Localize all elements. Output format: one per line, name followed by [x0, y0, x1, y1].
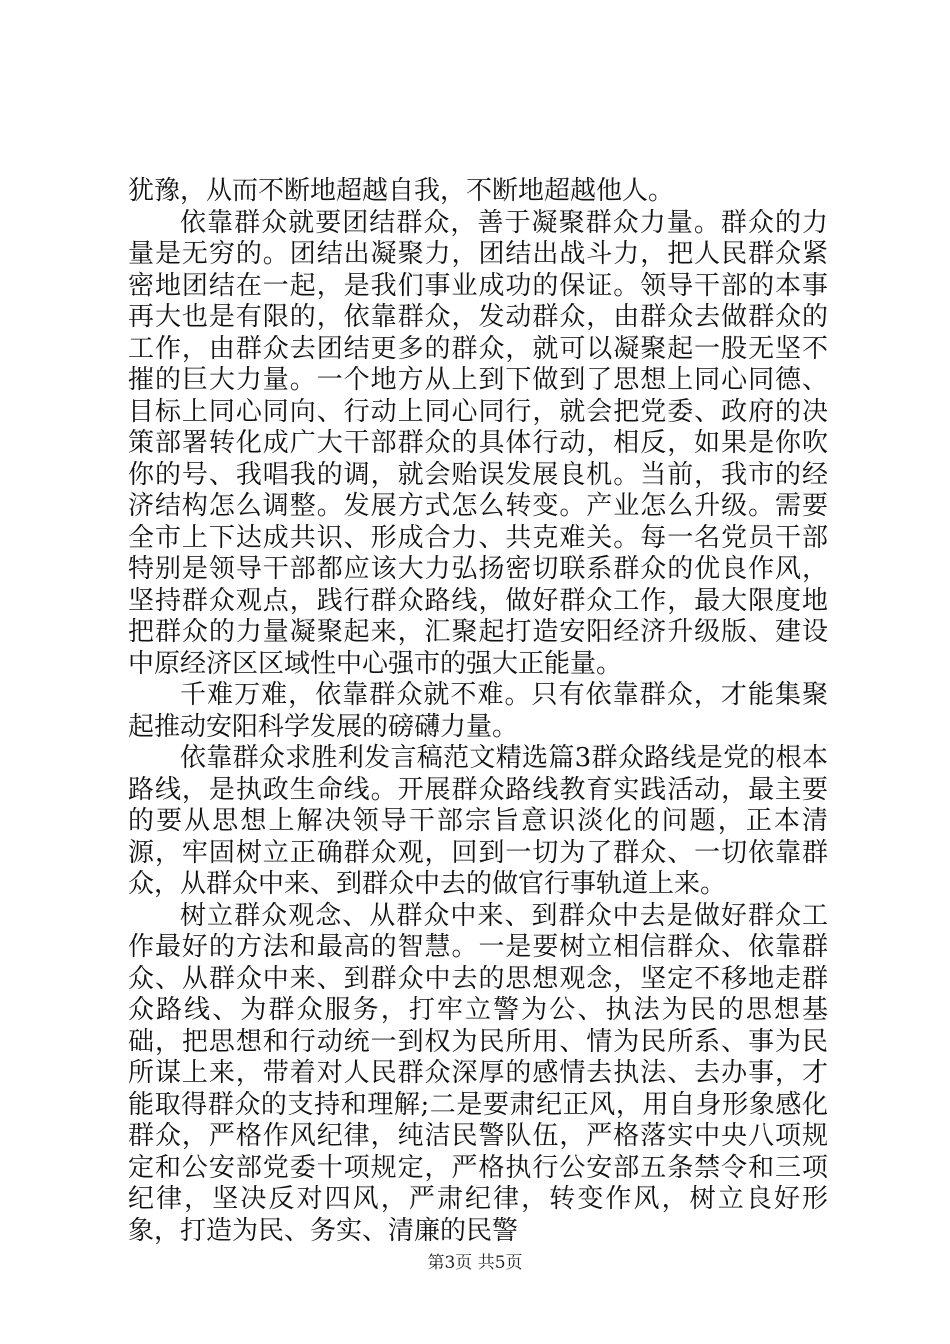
paragraph-5: 树立群众观念、从群众中来、到群众中去是做好群众工作最好的方法和最高的智慧。一是要树立相信群众、依靠群众、从群众中来、到群众中去的思想观念，坚定不移地走群众路线、为群众服务，打牢立警为公、执法为民的思想基础，把思想和行动统一到权为民所用、情为民所系、事为民所谋上来，带着对人民群众深厚的感情去执法、去办事，才能取得群众的支持和理解;二是要肃纪正风，用自身形象感化群众，严格作风纪律，纯洁民警队伍，严格落实中央八项规定和公安部党委十项规定，严格执行公安部五条禁令和三项纪律，坚决反对四风，严肃纪律，转变作风，树立良好形象，打造为民、务实、清廉的民警 — [128, 900, 828, 1246]
page-number-footer: 第3页 共5页 — [427, 1253, 523, 1273]
document-body — [128, 176, 828, 1247]
paragraph-4: 依靠群众求胜利发言稿范文精选篇3群众路线是党的根本路线，是执政生命线。开展群众路线教育实践活动，最主要的要从思想上解决领导干部宗旨意识淡化的问题，正本清源，牢固树立正确群众观，回到一切为了群众、一切依靠群众，从群众中来、到群众中去的做官行事轨道上来。 — [128, 743, 828, 899]
paragraph-3: 千难万难，依靠群众就不难。只有依靠群众，才能集聚起推动安阳科学发展的磅礴力量。 — [128, 680, 828, 742]
paragraph-1: 犹豫，从而不断地超越自我，不断地超越他人。 — [128, 176, 675, 206]
paragraph-2: 依靠群众就要团结群众，善于凝聚群众力量。群众的力量是无穷的。团结出凝聚力，团结出战斗力，把人民群众紧密地团结在一起，是我们事业成功的保证。领导干部的本事再大也是有限的，依靠群众，发动群众，由群众去做群众的工作，由群众去团结更多的群众，就可以凝聚起一股无坚不摧的巨大力量。一个地方从上到下做到了思想上同心同德、目标上同心同向、行动上同心同行，就会把党委、政府的决策部署转化成广大干部群众的具体行动，相反，如果是你吹你的号、我唱我的调，就会贻误发展良机。当前，我市的经济结构怎么调整。发展方式怎么转变。产业怎么升级。需要全市上下达成共识、形成合力、共克难关。每一名党员干部特别是领导干部都应该大力弘扬密切联系群众的优良作风，坚持群众观点，践行群众路线，做好群众工作，最大限度地把群众的力量凝聚起来，汇聚起打造安阳经济升级版、建设中原经济区区域性中心强市的强大正能量。 — [128, 207, 828, 679]
